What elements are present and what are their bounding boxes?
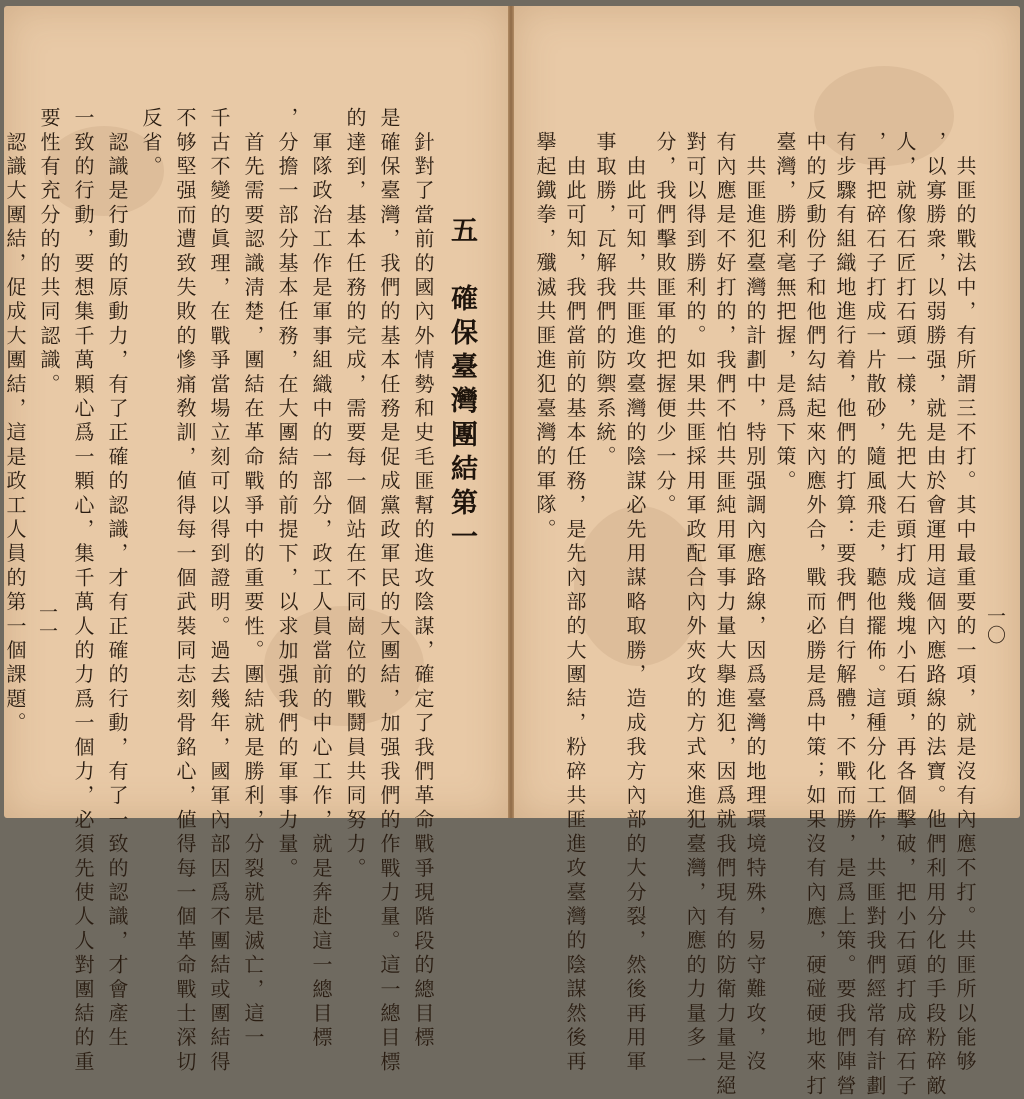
text-column: ，以寡勝衆，以弱勝强，就是由於會運用這個內應路線的法寶。他們利用分化的手段粉碎敵: [923, 131, 947, 1099]
text-column: 軍隊政治工作是軍事組織中的一部分，政工人員當前的中心工作，就是奔赴這一總目標: [309, 107, 333, 1051]
text-column: 有內應是不好打的，我們不怕共匪純用軍事力量大擧進犯，因爲就我們現有的防衛力量是絕: [713, 131, 737, 1099]
text-column: 有步驟有組織地進行着，他們的打算：要我們自行解體，不戰而勝，是爲上策。要我們陣營: [833, 131, 857, 1099]
text-column: 一致的行動，要想集千萬顆心爲一顆心，集千萬人的力爲一個力，必須先使人人對團結的重: [71, 107, 95, 1075]
text-column: ，再把碎石子打成一片散砂，隨風飛走，聽他擺佈。這種分化工作，共匪對我們經常有計劃: [863, 131, 887, 1099]
text-column: 首先需要認識淸楚，團結在革命戰爭中的重要性。團結就是勝利，分裂就是滅亡，這一: [241, 107, 265, 1051]
page-number: 一一: [36, 602, 58, 640]
text-column: 對可以得到勝利的。如果共匪採用軍政配合內外夾攻的方式來進犯臺灣，內應的力量多一: [683, 131, 707, 1075]
text-column: 事取勝，瓦解我們的防禦系統。: [593, 131, 617, 470]
text-column: 是確保臺灣，我們的基本任務是促成黨政軍民的大團結，加强我們的作戰力量。這一總目標: [377, 107, 401, 1075]
left-page: [3, 6, 508, 1075]
section-heading: 五 確保臺灣團結第一: [446, 216, 477, 556]
right-page: [514, 6, 1020, 1099]
text-column: ，分擔一部分基本任務，在大團結的前提下，以求加强我們的軍事力量。: [275, 107, 299, 882]
text-column: 臺灣，勝利毫無把握，是爲下策。: [773, 131, 797, 494]
text-column: 千古不變的眞理，在戰爭當場立刻可以得到證明。過去幾年，國軍內部因爲不團結或團結得: [207, 107, 231, 1075]
text-column: 針對了當前的國內外情勢和史毛匪幫的進攻陰謀，確定了我們革命戰爭現階段的總目標: [411, 107, 435, 1051]
page-number: 一〇: [984, 606, 1006, 644]
text-column: 由此可知，共匪進攻臺灣的陰謀必先用謀略取勝，造成我方內部的大分裂，然後再用軍: [623, 131, 647, 1075]
text-column: 擧起鐵拳，殲滅共匪進犯臺灣的軍隊。: [533, 131, 557, 543]
text-column: 分，我們擊敗匪軍的把握便少一分。: [653, 131, 677, 519]
text-column: 認識大團結，促成大團結，這是政工人員的第一個課題。: [3, 107, 27, 737]
text-column: 中的反動份子和他們勾結起來內應外合，戰而必勝是爲中策；如果沒有內應，硬碰硬地來打: [803, 131, 827, 1099]
text-column: 由此可知，我們當前的基本任務，是先內部的大團結，粉碎共匪進攻臺灣的陰謀然後再: [563, 131, 587, 1075]
text-column: 要性有充分的的共同認識。: [37, 107, 61, 398]
text-column: 反省。: [139, 107, 163, 180]
text-column: 人，就像石匠打石頭一樣，先把大石頭打成幾塊小石頭，再各個擊破，把小石頭打成碎石子: [893, 131, 917, 1099]
text-column: 認識是行動的原動力，有了正確的認識，才有正確的行動，有了一致的認識，才會產生: [105, 107, 129, 1051]
text-column: 共匪的戰法中，有所謂三不打。其中最重要的一項，就是沒有內應不打。共匪所以能够: [953, 131, 977, 1075]
text-column: 的達到，基本任務的完成，需要每一個站在不同崗位的戰鬪員共同努力。: [343, 107, 367, 882]
text-column: 不够堅强而遭致失敗的慘痛敎訓，値得每一個武裝同志刻骨銘心，値得每一個革命戰士深切: [173, 107, 197, 1075]
text-column: 共匪進犯臺灣的計劃中，特別强調內應路線，因爲臺灣的地理環境特殊，易守難攻，沒: [743, 131, 767, 1075]
